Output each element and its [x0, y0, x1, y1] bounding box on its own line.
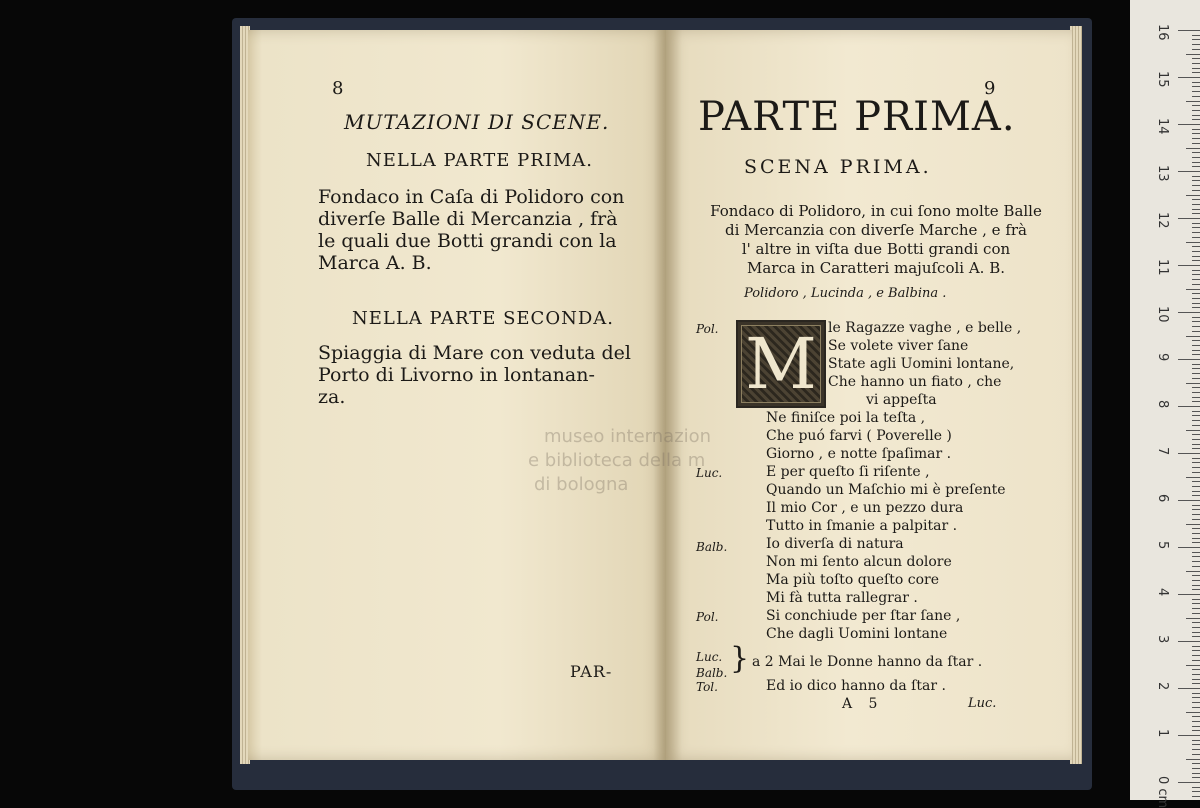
watermark-line: di bologna — [534, 474, 629, 495]
ruler-tick — [1192, 693, 1200, 694]
ruler-tick — [1192, 340, 1200, 341]
ruler-tick — [1192, 439, 1200, 440]
ruler-number: 13 — [1155, 165, 1170, 182]
ruler-number: 3 — [1155, 635, 1170, 644]
ruler-tick — [1186, 148, 1200, 149]
ruler-tick — [1192, 133, 1200, 134]
signature-mark: A 5 — [842, 696, 884, 712]
ruler-tick — [1192, 533, 1200, 534]
ruler-tick — [1192, 683, 1200, 684]
speaker-label: Pol. — [696, 610, 719, 624]
verse-line: a 2 Mai le Donne hanno da ſtar . — [752, 654, 983, 670]
ruler-tick — [1192, 63, 1200, 64]
ruler-tick — [1192, 697, 1200, 698]
ruler-tick — [1192, 86, 1200, 87]
ruler-tick — [1192, 561, 1200, 562]
section-heading-2: NELLA PARTE SECONDA. — [352, 308, 614, 329]
ruler-tick — [1178, 218, 1200, 219]
ruler-tick — [1192, 152, 1200, 153]
ruler-tick — [1192, 674, 1200, 675]
ruler-tick — [1192, 166, 1200, 167]
ruler-tick — [1186, 54, 1200, 55]
description-line: Fondaco di Polidoro, in cui ſono molte Balle — [710, 202, 1042, 220]
ruler-tick — [1192, 401, 1200, 402]
speaker-label: Tol. — [696, 680, 718, 694]
right-page — [666, 30, 1072, 760]
ruler-tick — [1192, 354, 1200, 355]
verse-line: Quando un Maſchio mi è preſente — [766, 482, 1006, 498]
ruler-tick — [1192, 331, 1200, 332]
ruler-tick — [1192, 199, 1200, 200]
page-number-left: 8 — [332, 78, 344, 99]
ruler-tick — [1192, 232, 1200, 233]
ruler-tick — [1192, 749, 1200, 750]
ruler-tick — [1192, 599, 1200, 600]
ruler-tick — [1192, 415, 1200, 416]
ruler-number: 9 — [1155, 353, 1170, 362]
ruler-tick — [1178, 265, 1200, 266]
ruler-tick — [1192, 392, 1200, 393]
ruler-tick — [1192, 585, 1200, 586]
ruler-tick — [1192, 223, 1200, 224]
body-line: Marca A. B. — [318, 252, 432, 274]
ruler-tick — [1192, 251, 1200, 252]
verse-line: Il mio Cor , e un pezzo dura — [766, 500, 964, 516]
ruler-tick — [1192, 538, 1200, 539]
catchword-right: Luc. — [968, 696, 997, 711]
ruler-tick — [1178, 453, 1200, 454]
verse-line: Tutto in ſmanie a palpitar . — [766, 518, 958, 534]
body-line: Spiaggia di Mare con veduta del — [318, 342, 631, 364]
ruler-tick — [1186, 242, 1200, 243]
ruler-tick — [1192, 213, 1200, 214]
ruler-tick — [1192, 580, 1200, 581]
ruler-tick — [1192, 39, 1200, 40]
ruler-tick — [1192, 575, 1200, 576]
ruler-tick — [1192, 707, 1200, 708]
ruler-tick — [1178, 500, 1200, 501]
ruler-tick — [1192, 317, 1200, 318]
section-body-1 — [318, 186, 658, 274]
ruler-number: 0 cm — [1155, 776, 1170, 808]
ruler-tick — [1186, 289, 1200, 290]
speaker-label: Balb. — [696, 540, 728, 554]
ruler-tick — [1192, 425, 1200, 426]
ruler-tick — [1178, 688, 1200, 689]
speaker-label: Luc. — [696, 466, 723, 480]
ruler-tick — [1192, 542, 1200, 543]
description-line: di Mercanzia con diverſe Marche , e frà — [725, 221, 1027, 239]
ruler-tick — [1192, 190, 1200, 191]
ruler-tick — [1192, 364, 1200, 365]
verse-line: Che hanno un fiato , che — [828, 374, 1002, 390]
ruler-tick — [1186, 571, 1200, 572]
verse-line: Che dagli Uomini lontane — [766, 626, 948, 642]
ruler-tick — [1192, 768, 1200, 769]
ruler-tick — [1186, 430, 1200, 431]
ruler-number: 11 — [1155, 259, 1170, 276]
ruler-tick — [1192, 68, 1200, 69]
ruler-tick — [1192, 495, 1200, 496]
ruler-tick — [1192, 378, 1200, 379]
ruler-tick — [1186, 195, 1200, 196]
ruler-tick — [1192, 387, 1200, 388]
ruler-tick — [1192, 505, 1200, 506]
ruler-tick — [1192, 486, 1200, 487]
ruler-tick — [1192, 138, 1200, 139]
ruler-tick — [1192, 185, 1200, 186]
ruler-tick — [1192, 726, 1200, 727]
ruler-tick — [1192, 481, 1200, 482]
ruler-tick — [1192, 298, 1200, 299]
ruler-tick — [1192, 566, 1200, 567]
ruler-tick — [1192, 72, 1200, 73]
ruler-number: 14 — [1155, 118, 1170, 135]
ruler-tick — [1192, 321, 1200, 322]
ruler-tick — [1192, 613, 1200, 614]
ruler-tick — [1178, 312, 1200, 313]
ruler-tick — [1192, 740, 1200, 741]
ruler-tick — [1192, 345, 1200, 346]
ruler-tick — [1178, 77, 1200, 78]
ruler-tick — [1192, 397, 1200, 398]
ruler-tick — [1192, 650, 1200, 651]
initial-letter: M — [745, 323, 817, 405]
ruler-tick — [1186, 712, 1200, 713]
scale-ruler — [1130, 0, 1200, 808]
ruler-tick — [1178, 594, 1200, 595]
verse-line: vi appeſta — [866, 392, 937, 408]
ruler-tick — [1192, 49, 1200, 50]
ruler-tick — [1192, 91, 1200, 92]
section-heading-1: NELLA PARTE PRIMA. — [366, 150, 594, 171]
ruler-tick — [1192, 462, 1200, 463]
ruler-tick — [1192, 744, 1200, 745]
ruler-tick — [1186, 665, 1200, 666]
verse-line: le Ragazze vaghe , e belle , — [828, 320, 1022, 336]
ruler-tick — [1192, 787, 1200, 788]
brace-icon: } — [730, 641, 750, 676]
ruler-tick — [1192, 491, 1200, 492]
ruler-tick — [1178, 406, 1200, 407]
ruler-tick — [1192, 777, 1200, 778]
ruler-tick — [1192, 552, 1200, 553]
page-title-left: MUTAZIONI DI SCENE. — [344, 110, 610, 134]
ruler-tick — [1192, 791, 1200, 792]
ruler-tick — [1192, 773, 1200, 774]
body-line: Porto di Livorno in lontanan- — [318, 364, 595, 386]
ruler-tick — [1178, 124, 1200, 125]
verse-line: Ed io dico hanno da ſtar . — [766, 678, 946, 694]
ruler-tick — [1178, 547, 1200, 548]
ruler-tick — [1192, 636, 1200, 637]
ruler-tick — [1192, 96, 1200, 97]
ruler-tick — [1192, 246, 1200, 247]
ruler-tick — [1192, 326, 1200, 327]
ruler-tick — [1192, 284, 1200, 285]
ruler-number: 5 — [1155, 541, 1170, 550]
ruler-tick — [1192, 528, 1200, 529]
verse-line: State agli Uomini lontane, — [828, 356, 1015, 372]
ruler-tick — [1192, 411, 1200, 412]
ruler-tick — [1192, 632, 1200, 633]
ruler-tick — [1192, 754, 1200, 755]
ruler-tick — [1192, 180, 1200, 181]
ruler-tick — [1192, 796, 1200, 797]
verse-line: Ne finiſce poi la teſta , — [766, 410, 926, 426]
ruler-tick — [1178, 641, 1200, 642]
ruler-tick — [1192, 176, 1200, 177]
scene-heading: SCENA PRIMA. — [744, 156, 932, 178]
description-line: l' altre in viſta due Botti grandi con — [741, 240, 1011, 258]
ruler-tick — [1186, 336, 1200, 337]
ruler-tick — [1192, 669, 1200, 670]
scene-description — [696, 202, 1056, 278]
ruler-tick — [1192, 82, 1200, 83]
ruler-number: 4 — [1155, 588, 1170, 597]
speaker-label: Luc. — [696, 650, 723, 664]
ruler-tick — [1192, 209, 1200, 210]
ruler-number: 12 — [1155, 212, 1170, 229]
left-page — [248, 30, 666, 760]
ruler-tick — [1192, 350, 1200, 351]
ruler-number: 15 — [1155, 71, 1170, 88]
ruler-tick — [1192, 420, 1200, 421]
verse-line: E per queſto ſi riſente , — [766, 464, 930, 480]
decorated-initial — [736, 320, 826, 408]
ruler-tick — [1192, 679, 1200, 680]
ruler-tick — [1192, 716, 1200, 717]
ruler-tick — [1186, 759, 1200, 760]
verse-line: Si conchiude per ſtar ſane , — [766, 608, 961, 624]
ruler-tick — [1192, 110, 1200, 111]
ruler-tick — [1192, 373, 1200, 374]
ruler-tick — [1192, 105, 1200, 106]
ruler-tick — [1192, 35, 1200, 36]
verse-line: Che puó farvi ( Poverelle ) — [766, 428, 952, 444]
verse-line: Ma più toſto queſto core — [766, 572, 939, 588]
section-body-2 — [318, 342, 658, 408]
ruler-tick — [1192, 646, 1200, 647]
ruler-tick — [1192, 556, 1200, 557]
ruler-tick — [1192, 627, 1200, 628]
ruler-tick — [1178, 171, 1200, 172]
ruler-tick — [1192, 763, 1200, 764]
ruler-tick — [1192, 514, 1200, 515]
ruler-number: 16 — [1155, 24, 1170, 41]
verse-line: Non mi ſento alcun dolore — [766, 554, 952, 570]
ruler-tick — [1186, 524, 1200, 525]
ruler-tick — [1192, 519, 1200, 520]
ruler-tick — [1192, 655, 1200, 656]
speaker-label: Balb. — [696, 666, 728, 680]
ruler-number: 1 — [1155, 729, 1170, 738]
ruler-tick — [1192, 279, 1200, 280]
ruler-tick — [1192, 660, 1200, 661]
body-line: le quali due Botti grandi con la — [318, 230, 617, 252]
ruler-tick — [1192, 204, 1200, 205]
ruler-tick — [1192, 702, 1200, 703]
ruler-tick — [1192, 368, 1200, 369]
ruler-tick — [1192, 58, 1200, 59]
ruler-tick — [1192, 227, 1200, 228]
verse-line: Se volete viver ſane — [828, 338, 969, 354]
ruler-tick — [1192, 603, 1200, 604]
ruler-tick — [1178, 30, 1200, 31]
ruler-tick — [1192, 129, 1200, 130]
ruler-tick — [1192, 589, 1200, 590]
ruler-tick — [1192, 730, 1200, 731]
ruler-tick — [1192, 157, 1200, 158]
ruler-tick — [1192, 162, 1200, 163]
verse-line: Giorno , e notte ſpaſimar . — [766, 446, 952, 462]
ruler-tick — [1178, 735, 1200, 736]
ruler-tick — [1192, 303, 1200, 304]
page-title-right: PARTE PRIMA. — [698, 94, 1016, 140]
ruler-tick — [1192, 293, 1200, 294]
catchword-left: PAR- — [570, 662, 613, 681]
ruler-tick — [1192, 256, 1200, 257]
ruler-tick — [1192, 721, 1200, 722]
speaker-label: Pol. — [696, 322, 719, 336]
ruler-tick — [1192, 458, 1200, 459]
ruler-tick — [1192, 608, 1200, 609]
ruler-tick — [1186, 101, 1200, 102]
ruler-tick — [1192, 115, 1200, 116]
ruler-number: 7 — [1155, 447, 1170, 456]
body-line: Fondaco in Caſa di Polidoro con — [318, 186, 625, 208]
ruler-tick — [1178, 782, 1200, 783]
ruler-tick — [1192, 472, 1200, 473]
ruler-number: 6 — [1155, 494, 1170, 503]
ruler-tick — [1186, 383, 1200, 384]
ruler-tick — [1192, 434, 1200, 435]
ruler-tick — [1192, 307, 1200, 308]
page-number-right: 9 — [984, 78, 996, 99]
ruler-tick — [1192, 274, 1200, 275]
ruler-tick — [1192, 448, 1200, 449]
ruler-tick — [1192, 622, 1200, 623]
ruler-tick — [1192, 270, 1200, 271]
verse-line: Io diverſa di natura — [766, 536, 904, 552]
watermark-line: e biblioteca della m — [528, 450, 706, 471]
ruler-tick — [1178, 359, 1200, 360]
ruler-tick — [1192, 509, 1200, 510]
ruler-tick — [1192, 119, 1200, 120]
watermark-line: museo internazion — [544, 426, 712, 447]
characters-list: Polidoro , Lucinda , e Balbina . — [744, 286, 947, 301]
body-line: diverſe Balle di Mercanzia , frà — [318, 208, 618, 230]
ruler-tick — [1192, 260, 1200, 261]
ruler-tick — [1186, 618, 1200, 619]
ruler-tick — [1192, 44, 1200, 45]
verse-line: Mi fà tutta rallegrar . — [766, 590, 918, 606]
ruler-tick — [1192, 237, 1200, 238]
ruler-tick — [1192, 444, 1200, 445]
ruler-number: 10 — [1155, 306, 1170, 323]
ruler-tick — [1186, 477, 1200, 478]
ruler-number: 2 — [1155, 682, 1170, 691]
ruler-tick — [1192, 467, 1200, 468]
ruler-tick — [1192, 143, 1200, 144]
ruler-number: 8 — [1155, 400, 1170, 409]
body-line: za. — [318, 386, 346, 408]
description-line: Marca in Caratteri majuſcoli A. B. — [747, 259, 1005, 277]
